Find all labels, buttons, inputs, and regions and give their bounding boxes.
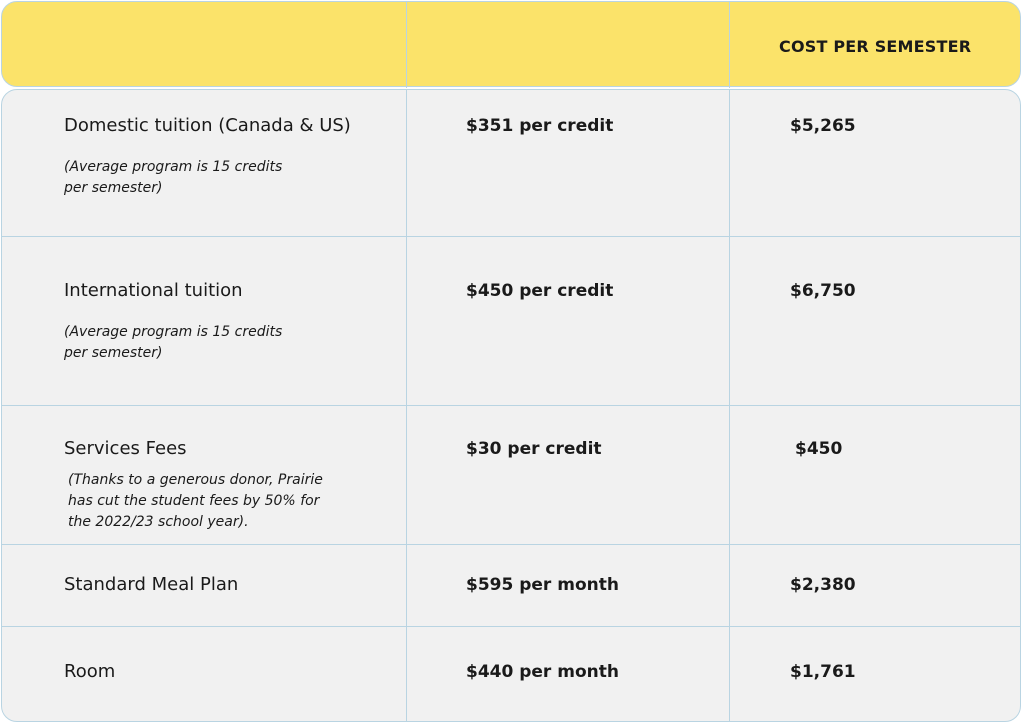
row-cost: $5,265 [790,116,856,136]
row-label: Standard Meal Plan [64,574,239,595]
row-note-line: has cut the student fees by 50% for [68,493,320,509]
row-cost: $450 [795,439,843,459]
row-note-line: per semester) [64,180,163,196]
row-cost: $2,380 [790,575,856,595]
row-note-line: (Average program is 15 credits [64,324,283,340]
row-label: Domestic tuition (Canada & US) [64,115,351,136]
row-divider [2,544,1021,545]
row-rate: $440 per month [466,662,619,682]
header-divider [729,2,730,88]
row-cost: $6,750 [790,281,856,301]
row-rate: $450 per credit [466,281,614,301]
row-rate: $351 per credit [466,116,614,136]
row-divider [2,626,1021,627]
row-note-line: per semester) [64,345,163,361]
row-cost: $1,761 [790,662,856,682]
row-divider [2,405,1021,406]
row-note [64,157,384,199]
row-note-line: (Thanks to a generous donor, Prairie [68,472,323,488]
header-cost-per-semester: COST PER SEMESTER [779,37,972,56]
row-note [68,470,388,533]
row-label: Room [64,661,116,682]
row-note [64,322,384,364]
row-note-line: (Average program is 15 credits [64,159,283,175]
row-label: Services Fees [64,438,187,459]
table-header [1,1,1021,87]
row-label: International tuition [64,280,243,301]
row-rate: $30 per credit [466,439,602,459]
row-divider [2,236,1021,237]
row-rate: $595 per month [466,575,619,595]
column-divider [406,90,407,722]
table-body [1,89,1021,722]
row-note-line: the 2022/23 school year). [68,514,249,530]
header-divider [406,2,407,88]
column-divider [729,90,730,722]
